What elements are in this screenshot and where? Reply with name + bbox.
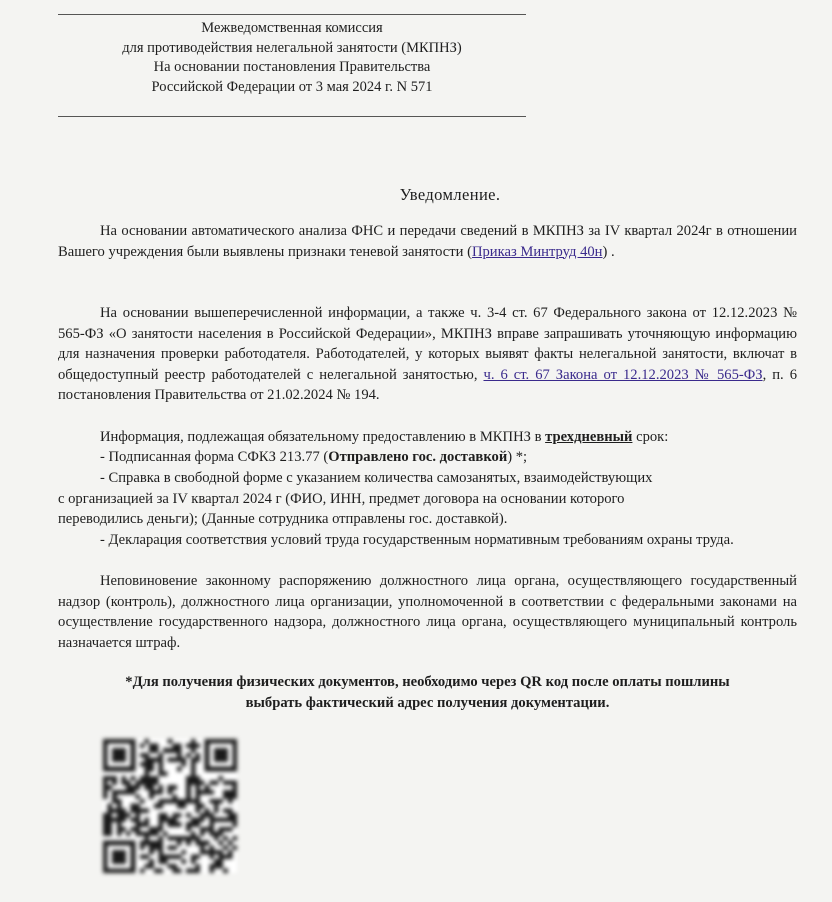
letterhead [58, 19, 526, 97]
list-item: - Декларация соответствия условий труда государственным нормативным требованиям охраны труда. [100, 532, 734, 548]
paragraph-analysis [58, 221, 797, 262]
item-text: - Подписанная форма СФКЗ 213.77 ( [100, 449, 329, 465]
qr-notice [58, 672, 797, 714]
item-text: - Справка в свободной форме с указанием количества самозанятых, взаимодействующих [100, 470, 653, 486]
document-title: Уведомление. [399, 185, 501, 204]
letterhead-line: Российской Федерации от 3 мая 2024 г. N 571 [151, 78, 433, 95]
paragraph-text: , п. 6 постановления Правительства от 21.02.2024 № 194. [58, 366, 797, 403]
item-text: переводились деньги); (Данные сотрудника отправлены гос. доставкой). [58, 511, 508, 527]
letterhead-line: На основании постановления Правительства [153, 59, 431, 75]
paragraph-penalty: Неповиновение законному распоряжению должностного лица органа, осуществляющего государственный надзор (контроль), должностного лица организации, уполномоченной в соответствии с федеральными законами на осуществление государственного надзора, должностного лица органа, осуществляющего муниципальный контроль назначается штраф. [58, 573, 797, 651]
law-link[interactable]: ч. 6 ст. 67 Закона от 12.12.2023 № 565-ФЗ [483, 366, 763, 383]
paragraph-text: На основании автоматического анализа ФНС и передачи сведений в МКПНЗ за IV квартал 2024г в отношении Вашего учреждения были выявлены признаки теневой занятости ( [58, 223, 797, 260]
notice-text: выбрать фактический адрес получения документации. [245, 695, 610, 711]
top-rule [58, 14, 526, 15]
letterhead-line: для противодействия нелегальной занятости (МКПНЗ) [122, 39, 462, 56]
paragraph-text: ) . [602, 243, 615, 260]
bottom-rule [58, 116, 526, 117]
info-required [58, 427, 797, 448]
deadline-text: трехдневный [545, 429, 633, 445]
notice-text: *Для получения физических документов, необходимо через QR код после оплаты пошлины [125, 674, 730, 690]
info-text: Информация, подлежащая обязательному предоставлению в МКПНЗ в [100, 429, 542, 445]
status-text: Отправлено гос. доставкой [328, 449, 508, 465]
item-text: ) *; [507, 449, 528, 465]
item-text: с организацией за IV квартал 2024 г (ФИО, ИНН, предмет договора на основании которого [58, 490, 625, 507]
info-text: срок: [636, 429, 669, 445]
list-item [58, 447, 797, 468]
paragraph-legal-basis [58, 303, 797, 406]
list-item [58, 468, 797, 530]
qr-code[interactable] [103, 739, 237, 873]
order-link[interactable]: Приказ Минтруд 40н [471, 243, 603, 260]
paragraph-text: На основании вышеперечисленной информации, а также ч. 3-4 ст. 67 Федерального закона от 12.12.2023 № 565-ФЗ «О занятости населения в Российской Федерации», МКПНЗ вправе запрашивать уточняющую информацию для назначения проверки работодателя. Работодателей, у которых выявят факты нелегальной занятости, включат в общедоступный реестр работодателей с нелегальной занятостью, [58, 305, 797, 383]
letterhead-line: Межведомственная комиссия [201, 20, 383, 36]
qr-code-graphic [103, 739, 237, 873]
